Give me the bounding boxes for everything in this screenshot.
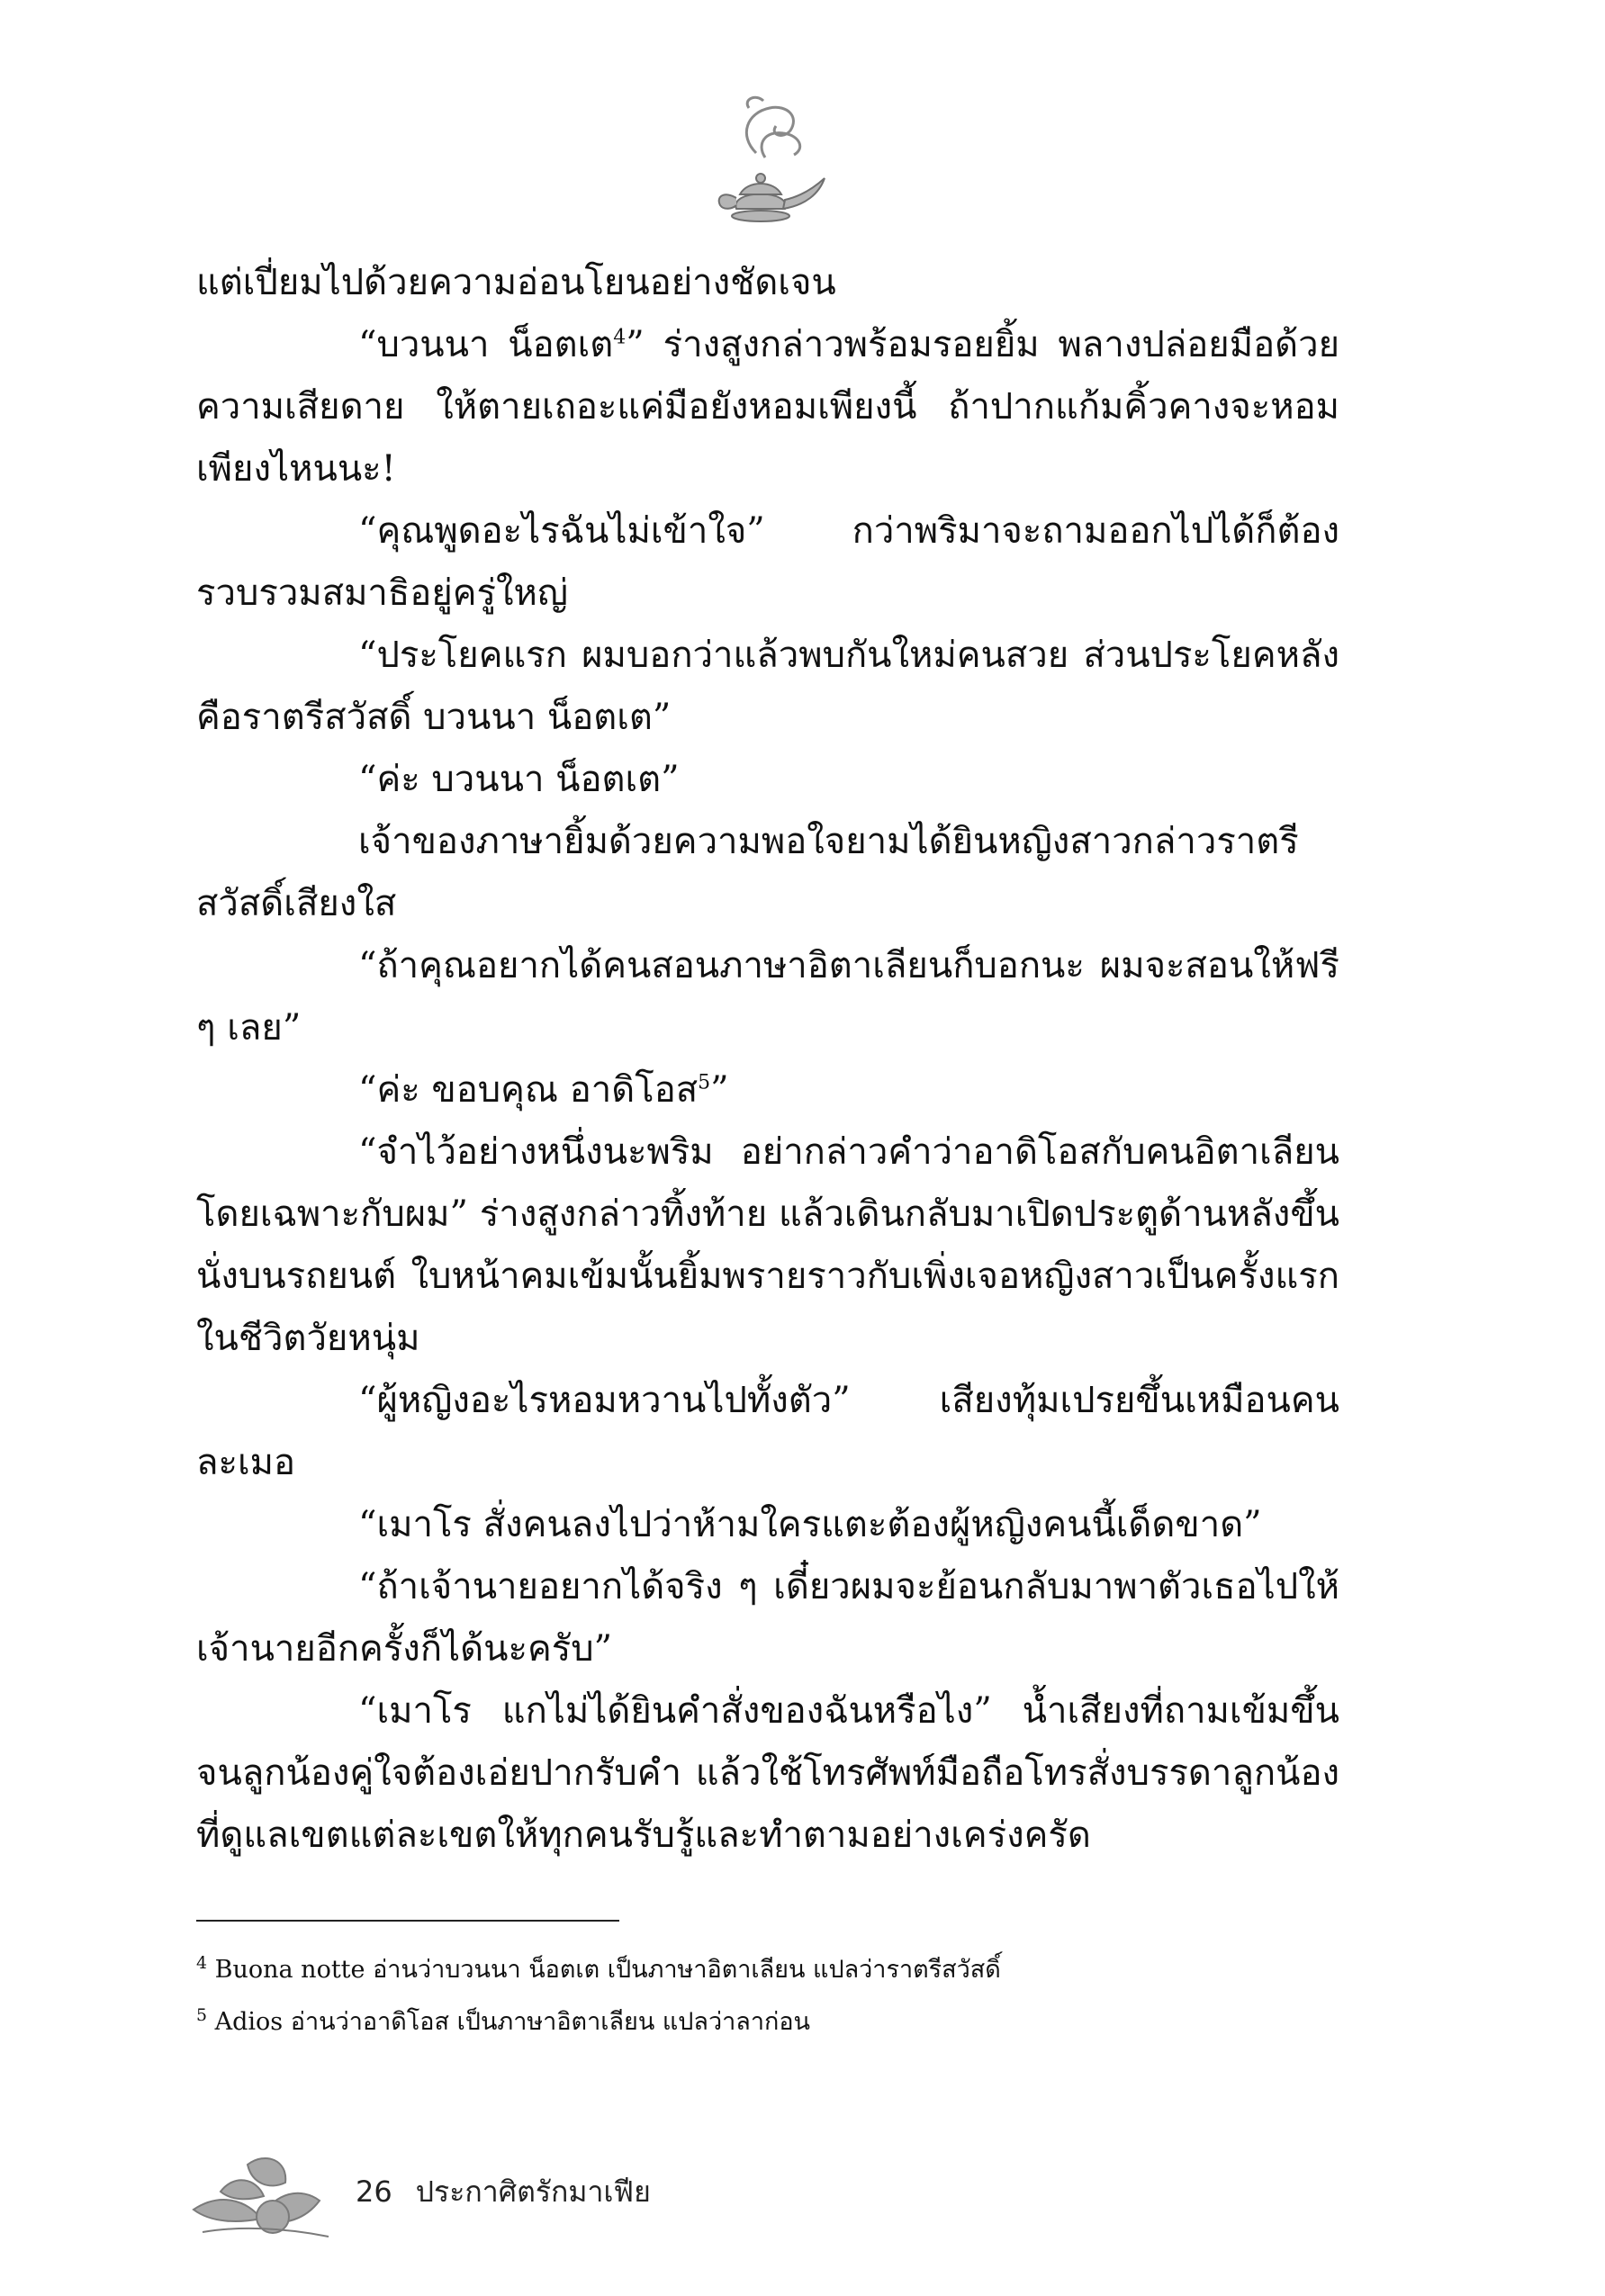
footnote-reference[interactable]: 5 (698, 1071, 711, 1094)
footnote-text: Adios อ่านว่าอาดิโอส เป็นภาษาอิตาเลียน แปลว่าลาก่อน (214, 2008, 811, 2036)
paragraph: “ประโยคแรก ผมบอกว่าแล้วพบกันใหม่คนสวย ส่วนประโยคหลังคือราตรีสวัสดิ์ บวนนา น็อตเต” (196, 635, 1339, 738)
footnote-number: 5 (196, 2005, 208, 2025)
paragraph: “ถ้าเจ้านายอยากได้จริง ๆ เดี๋ยวผมจะย้อนกลับมาพาตัวเธอไปให้เจ้านายอีกครั้งก็ได้นะครับ” (196, 1566, 1339, 1670)
magic-lamp-icon (693, 90, 828, 234)
paragraph-text: ” ร่างสูงกล่าวพร้อมรอยยิ้ม พลางปล่อยมือด้วยความเสียดาย ให้ตายเถอะแค่มือยังหอมเพียงนี้ ถ้าปากแก้มคิ้วคางจะหอมเพียงไหนนะ! (196, 324, 1340, 490)
paragraph-text: ” (710, 1069, 729, 1111)
footnote-divider (196, 1920, 619, 1922)
paragraph: “ผู้หญิงอะไรหอมหวานไปทั้งตัว” เสียงทุ้มเปรยขึ้นเหมือนคนละเมอ (196, 1380, 1339, 1483)
paragraph: “คุณพูดอะไรฉันไม่เข้าใจ” กว่าพริมาจะถามออกไปได้ก็ต้องรวบรวมสมาธิอยู่ครู่ใหญ่ (196, 510, 1339, 614)
book-title: ประกาศิตรักมาเฟีย (415, 2174, 651, 2209)
rose-icon (185, 2138, 338, 2250)
paragraph: เจ้าของภาษายิ้มด้วยความพอใจยามได้ยินหญิงสาวกล่าวราตรีสวัสดิ์เสียงใส (196, 821, 1299, 924)
paragraph (196, 314, 1339, 500)
page-number: 26 (356, 2174, 392, 2209)
footnote-reference[interactable]: 4 (613, 326, 627, 349)
footnote-text: Buona notte อ่านว่าบวนนา น็อตเต เป็นภาษาอิตาเลียน แปลว่าราตรีสวัสดิ์ (214, 1956, 1001, 1984)
footnotes (196, 1944, 1339, 2048)
paragraph (196, 1059, 1339, 1121)
paragraph: “เมาโร สั่งคนลงไปว่าห้ามใครแตะต้องผู้หญิงคนนี้เด็ดขาด” (358, 1504, 1262, 1545)
paragraph: แต่เปี่ยมไปด้วยความอ่อนโยนอย่างชัดเจน (196, 262, 836, 303)
footnote (196, 1996, 1339, 2048)
paragraph-text: “บวนนา น็อตเต (358, 324, 614, 365)
paragraph-text: “ค่ะ ขอบคุณ อาดิโอส (358, 1069, 699, 1111)
paragraph: “เมาโร แกไม่ได้ยินคำสั่งของฉันหรือไง” น้ำเสียงที่ถามเข้มขึ้นจนลูกน้องคู่ใจต้องเอ่ยปากรับคำ แล้วใช้โทรศัพท์มือถือโทรสั่งบรรดาลูกน้องที่ดูแลเขตแต่ละเขตให้ทุกคนรับรู้และทำตามอย่างเคร่งครัด (196, 1690, 1339, 1856)
page-footer (356, 2169, 651, 2215)
footnote (196, 1944, 1339, 1996)
body-text (196, 252, 1339, 1867)
paragraph: “ถ้าคุณอยากได้คนสอนภาษาอิตาเลียนก็บอกนะ ผมจะสอนให้ฟรี ๆ เลย” (196, 945, 1339, 1049)
footnote-number: 4 (196, 1953, 208, 1973)
paragraph: “จำไว้อย่างหนึ่งนะพริม อย่ากล่าวคำว่าอาดิโอสกับคนอิตาเลียนโดยเฉพาะกับผม” ร่างสูงกล่าวทิ้งท้าย แล้วเดินกลับมาเปิดประตูด้านหลังขึ้นนั่งบนรถยนต์ ใบหน้าคมเข้มนั้นยิ้มพรายราวกับเพิ่งเจอหญิงสาวเป็นครั้งแรกในชีวิตวัยหนุ่ม (196, 1131, 1339, 1359)
paragraph: “ค่ะ บวนนา น็อตเต” (358, 759, 680, 800)
